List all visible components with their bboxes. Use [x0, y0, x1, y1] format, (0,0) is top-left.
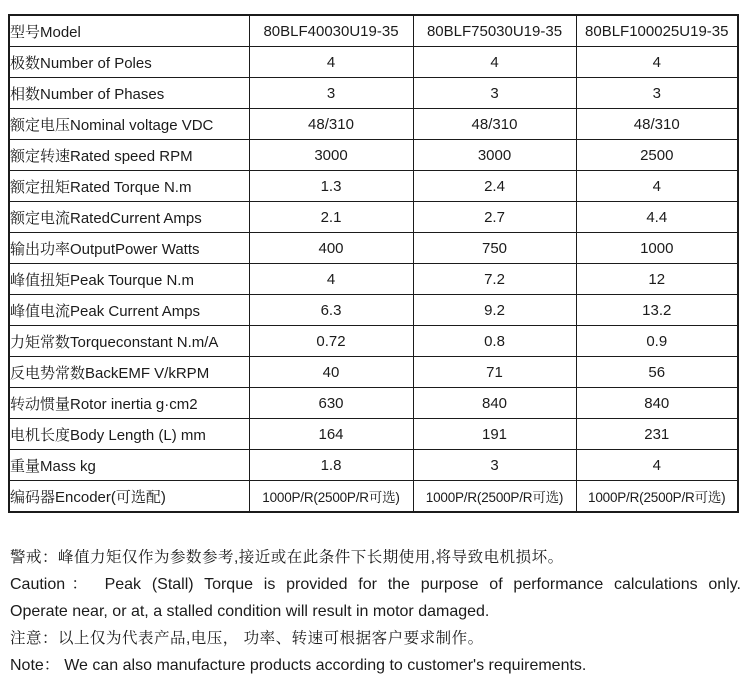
caution-text-en-line1: Caution： Peak (Stall) Torque is provided for the purpose of performance calculations only. [10, 576, 741, 593]
table-row-phases [9, 78, 738, 109]
table-row-peak-torque [9, 264, 738, 295]
spec-value: 231 [576, 419, 738, 450]
spec-value: 13.2 [576, 295, 738, 326]
spec-value: 2.7 [413, 202, 576, 233]
spec-value: 750 [413, 233, 576, 264]
footer-notes [10, 544, 741, 679]
note-text-cn: 注意：以上仅为代表产品,电压， 功率、转速可根据客户要求制作。 [10, 630, 484, 647]
spec-label: 额定电流RatedCurrent Amps [9, 202, 249, 233]
spec-label: 电机长度Body Length (L) mm [9, 419, 249, 450]
header-model-3: 80BLF100025U19-35 [576, 15, 738, 47]
table-row-peak-current [9, 295, 738, 326]
spec-value: 40 [249, 357, 413, 388]
spec-value: 3 [413, 78, 576, 109]
spec-value: 4.4 [576, 202, 738, 233]
spec-label: 相数Number of Phases [9, 78, 249, 109]
table-row-poles [9, 47, 738, 78]
spec-value: 2.4 [413, 171, 576, 202]
spec-value: 1.8 [249, 450, 413, 481]
spec-value: 191 [413, 419, 576, 450]
header-model-1: 80BLF40030U19-35 [249, 15, 413, 47]
table-row-rated-speed [9, 140, 738, 171]
spec-label: 力矩常数Torqueconstant N.m/A [9, 326, 249, 357]
spec-value: 6.3 [249, 295, 413, 326]
spec-label: 转动惯量Rotor inertia g·cm2 [9, 388, 249, 419]
spec-value: 3000 [413, 140, 576, 171]
spec-value: 1000P/R(2500P/R可选) [413, 481, 576, 513]
spec-label: 重量Mass kg [9, 450, 249, 481]
spec-value: 4 [576, 171, 738, 202]
spec-value: 4 [249, 47, 413, 78]
table-row-mass [9, 450, 738, 481]
spec-value: 840 [576, 388, 738, 419]
spec-value: 56 [576, 357, 738, 388]
motor-spec-table [8, 14, 739, 513]
spec-value: 71 [413, 357, 576, 388]
spec-value: 2.1 [249, 202, 413, 233]
spec-value: 630 [249, 388, 413, 419]
table-row-torque-constant [9, 326, 738, 357]
header-model-2: 80BLF75030U19-35 [413, 15, 576, 47]
spec-value: 48/310 [249, 109, 413, 140]
spec-label: 编码器Encoder(可选配) [9, 481, 249, 513]
spec-value: 4 [413, 47, 576, 78]
spec-label: 极数Number of Poles [9, 47, 249, 78]
spec-value: 4 [249, 264, 413, 295]
spec-value: 400 [249, 233, 413, 264]
table-row-rated-torque [9, 171, 738, 202]
warning-text-cn: 警戒：峰值力矩仅作为参数参考,接近或在此条件下长期使用,将导致电机损坏。 [10, 549, 564, 566]
spec-value: 1000P/R(2500P/R可选) [249, 481, 413, 513]
table-row-encoder [9, 481, 738, 513]
table-row-output-power [9, 233, 738, 264]
caution-text-en-line2: Operate near, or at, a stalled condition will result in motor damaged. [10, 603, 490, 620]
spec-label: 峰值电流Peak Current Amps [9, 295, 249, 326]
note-text-en: Note： We can also manufacture products according to customer's requirements. [10, 657, 587, 674]
spec-value: 1000P/R(2500P/R可选) [576, 481, 738, 513]
table-header-row [9, 15, 738, 47]
spec-value: 3 [249, 78, 413, 109]
spec-value: 48/310 [413, 109, 576, 140]
spec-value: 4 [576, 47, 738, 78]
spec-value: 4 [576, 450, 738, 481]
spec-label: 峰值扭矩Peak Tourque N.m [9, 264, 249, 295]
spec-label: 输出功率OutputPower Watts [9, 233, 249, 264]
spec-value: 7.2 [413, 264, 576, 295]
spec-value: 3000 [249, 140, 413, 171]
spec-label: 额定转速Rated speed RPM [9, 140, 249, 171]
spec-value: 3 [576, 78, 738, 109]
spec-value: 1.3 [249, 171, 413, 202]
spec-value: 0.9 [576, 326, 738, 357]
table-row-rotor-inertia [9, 388, 738, 419]
spec-value: 164 [249, 419, 413, 450]
spec-label: 额定电压Nominal voltage VDC [9, 109, 249, 140]
table-row-rated-current [9, 202, 738, 233]
spec-label: 反电势常数BackEMF V/kRPM [9, 357, 249, 388]
spec-value: 1000 [576, 233, 738, 264]
spec-label: 额定扭矩Rated Torque N.m [9, 171, 249, 202]
table-row-back-emf [9, 357, 738, 388]
table-row-body-length [9, 419, 738, 450]
header-label-model: 型号Model [9, 15, 249, 47]
spec-value: 0.8 [413, 326, 576, 357]
spec-value: 3 [413, 450, 576, 481]
spec-value: 2500 [576, 140, 738, 171]
spec-value: 9.2 [413, 295, 576, 326]
table-row-nominal-voltage [9, 109, 738, 140]
spec-value: 0.72 [249, 326, 413, 357]
spec-value: 48/310 [576, 109, 738, 140]
spec-value: 12 [576, 264, 738, 295]
spec-value: 840 [413, 388, 576, 419]
